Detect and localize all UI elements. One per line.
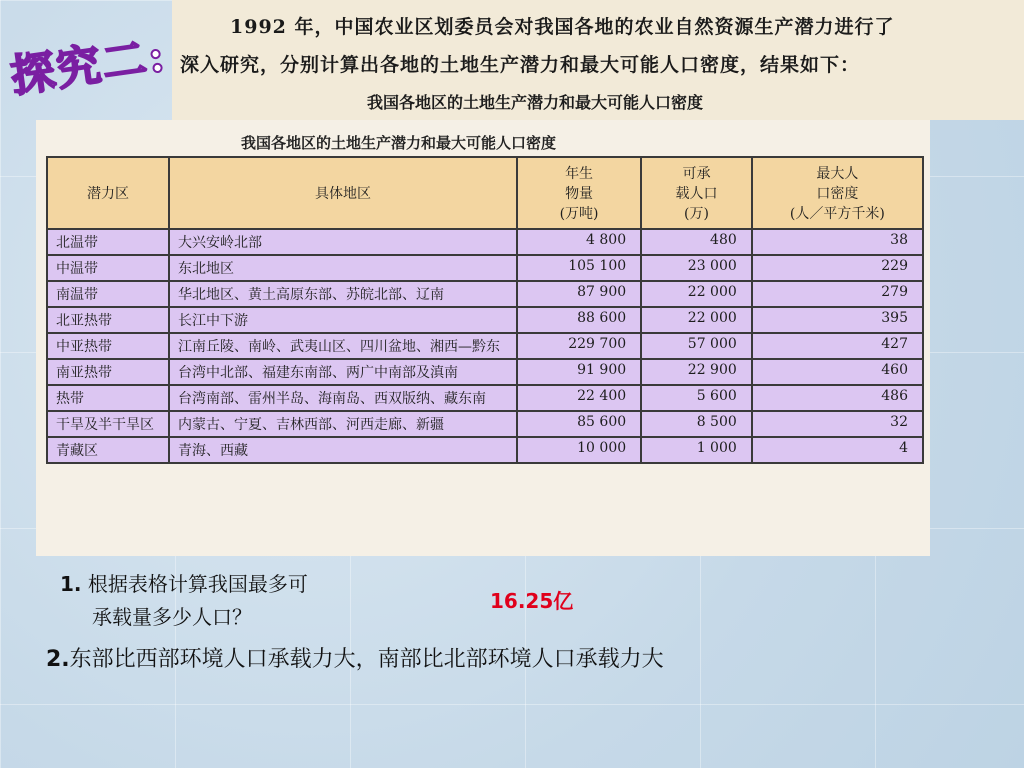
cell-zone: 热带 [47, 385, 169, 411]
cell-zone: 干旱及半干旱区 [47, 411, 169, 437]
header-biomass-l2: 物量 [565, 186, 594, 202]
cell-zone: 中温带 [47, 255, 169, 281]
question-2-text: 东部比西部环境人口承载力大，南部比北部环境人口承载力大 [69, 647, 664, 672]
table-row [47, 333, 923, 359]
cell-capacity: 8 500 [641, 411, 752, 437]
cell-biomass: 229 700 [517, 333, 641, 359]
intro-caption: 我国各地区的土地生产潜力和最大可能人口密度 [367, 93, 704, 112]
cell-biomass: 105 100 [517, 255, 641, 281]
header-biomass-l1: 年生 [565, 166, 594, 182]
cell-density: 229 [752, 255, 923, 281]
cell-capacity: 480 [641, 229, 752, 255]
table-row [47, 281, 923, 307]
potential-table [46, 156, 924, 464]
cell-region: 华北地区、黄土高原东部、苏皖北部、辽南 [169, 281, 517, 307]
header-biomass [517, 157, 641, 229]
cell-region: 东北地区 [169, 255, 517, 281]
cell-region: 内蒙古、宁夏、吉林西部、河西走廊、新疆 [169, 411, 517, 437]
cell-capacity: 1 000 [641, 437, 752, 463]
cell-density: 279 [752, 281, 923, 307]
cell-zone: 中亚热带 [47, 333, 169, 359]
table-row [47, 437, 923, 463]
cell-density: 460 [752, 359, 923, 385]
header-density-l2: 口密度 [816, 186, 859, 202]
cell-zone: 北亚热带 [47, 307, 169, 333]
question-1-number: 1. [60, 572, 82, 596]
table-body [47, 229, 923, 463]
cell-biomass: 85 600 [517, 411, 641, 437]
cell-density: 427 [752, 333, 923, 359]
cell-density: 486 [752, 385, 923, 411]
header-density-l3: (人／平方千米) [789, 206, 885, 222]
intro-line-2: 深入研究，分别计算出各地的土地生产潜力和最大可能人口密度，结果如下： [180, 54, 861, 76]
table-caption: 我国各地区的土地生产潜力和最大可能人口密度 [241, 134, 557, 152]
question-1-line-2: 承载量多少人口？ [92, 605, 252, 629]
header-biomass-l3: (万吨) [559, 206, 599, 222]
table-row [47, 229, 923, 255]
header-capacity [641, 157, 752, 229]
answer-1: 16.25亿 [490, 589, 574, 613]
cell-region: 江南丘陵、南岭、武夷山区、四川盆地、湘西—黔东 [169, 333, 517, 359]
slide-title: 探究二: [7, 30, 170, 103]
table-row [47, 359, 923, 385]
cell-capacity: 22 000 [641, 281, 752, 307]
cell-region: 长江中下游 [169, 307, 517, 333]
cell-capacity: 57 000 [641, 333, 752, 359]
table-row [47, 411, 923, 437]
cell-region: 青海、西藏 [169, 437, 517, 463]
cell-biomass: 87 900 [517, 281, 641, 307]
header-density-l1: 最大人 [816, 166, 859, 182]
cell-density: 32 [752, 411, 923, 437]
cell-zone: 北温带 [47, 229, 169, 255]
cell-density: 4 [752, 437, 923, 463]
question-1 [60, 568, 308, 634]
cell-biomass: 91 900 [517, 359, 641, 385]
cell-zone: 青藏区 [47, 437, 169, 463]
header-density [752, 157, 923, 229]
cell-capacity: 23 000 [641, 255, 752, 281]
question-1-text-1: 根据表格计算我国最多可 [87, 572, 308, 596]
table-header-row [47, 157, 923, 229]
header-capacity-l3: (万) [683, 206, 709, 222]
intro-scan [172, 0, 1024, 120]
cell-region: 大兴安岭北部 [169, 229, 517, 255]
cell-biomass: 10 000 [517, 437, 641, 463]
cell-biomass: 22 400 [517, 385, 641, 411]
cell-zone: 南亚热带 [47, 359, 169, 385]
question-2 [46, 640, 686, 680]
table-row [47, 307, 923, 333]
header-capacity-l2: 载人口 [675, 186, 718, 202]
header-capacity-l1: 可承 [682, 166, 711, 182]
cell-zone: 南温带 [47, 281, 169, 307]
cell-region: 台湾中北部、福建东南部、两广中南部及滇南 [169, 359, 517, 385]
question-2-number: 2. [46, 647, 70, 672]
cell-capacity: 5 600 [641, 385, 752, 411]
cell-biomass: 4 800 [517, 229, 641, 255]
header-region: 具体地区 [169, 157, 517, 229]
cell-region: 台湾南部、雷州半岛、海南岛、西双版纳、藏东南 [169, 385, 517, 411]
table-row [47, 255, 923, 281]
cell-capacity: 22 000 [641, 307, 752, 333]
intro-line-1: 1992 年，中国农业区划委员会对我国各地的农业自然资源生产潜力进行了 [230, 16, 895, 38]
table-row [47, 385, 923, 411]
cell-density: 395 [752, 307, 923, 333]
cell-biomass: 88 600 [517, 307, 641, 333]
header-zone: 潜力区 [47, 157, 169, 229]
question-1-line-1 [60, 568, 308, 601]
cell-density: 38 [752, 229, 923, 255]
data-table-card [36, 120, 930, 556]
cell-capacity: 22 900 [641, 359, 752, 385]
